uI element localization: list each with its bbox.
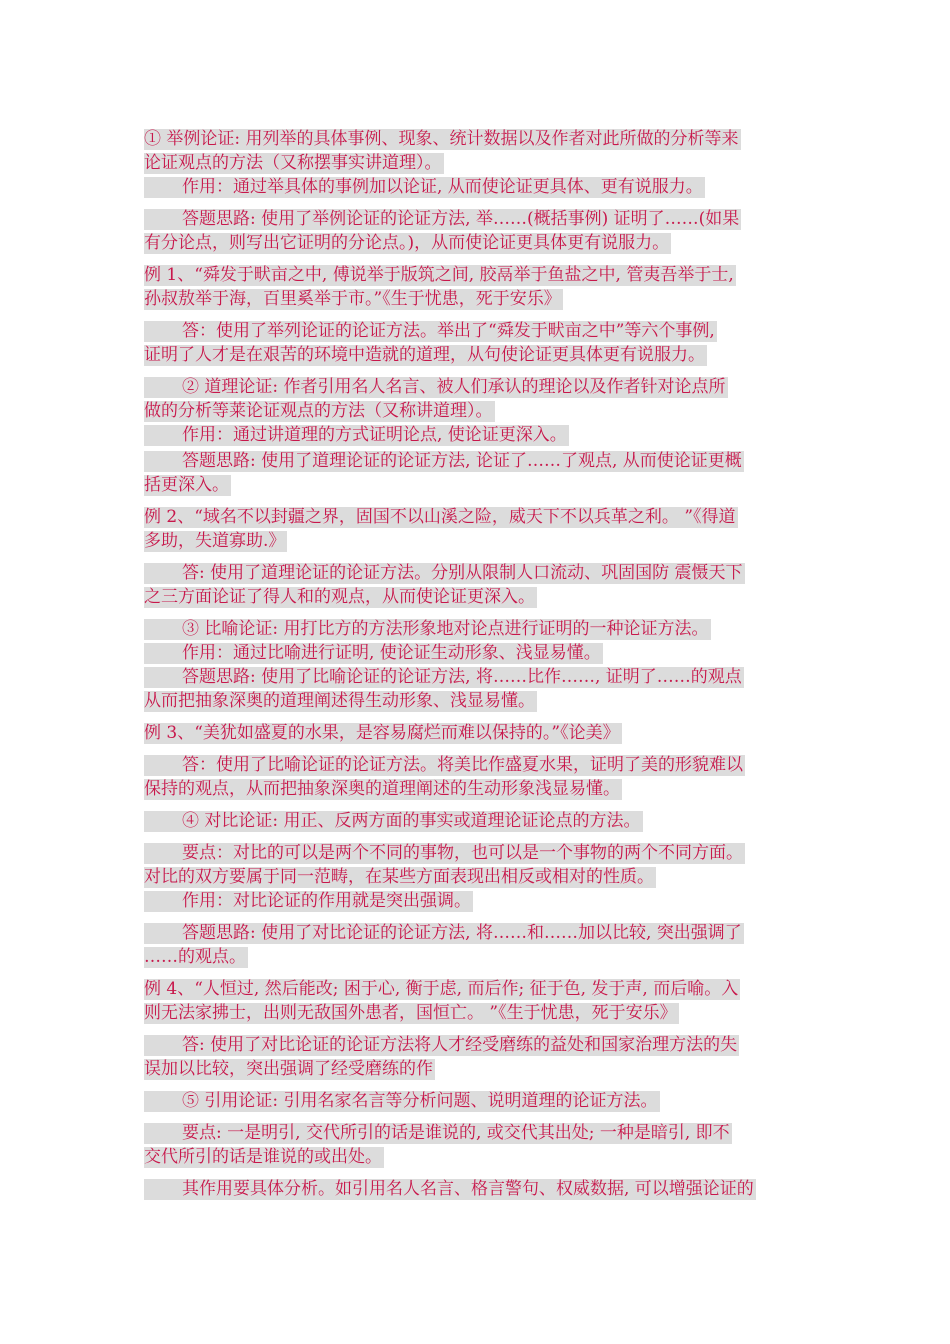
text-line bbox=[144, 1034, 739, 1056]
text-line bbox=[144, 128, 741, 150]
text-line-content: 答：使用了比喻论证的论证方法。将美比作盛夏水果，证明了美的形貌难以 bbox=[144, 755, 745, 776]
text-line-content: 之三方面论证了得人和的观点，从而使论证更深入。 bbox=[144, 587, 535, 607]
text-line bbox=[144, 450, 744, 472]
text-line-content: 答：使用了举列论证的论证方法。举出了“舜发于畎亩之中”等六个事例, bbox=[144, 321, 717, 342]
text-line-content: 要点：对比的可以是两个不同的事物，也可以是一个事物的两个不同方面。 bbox=[144, 843, 745, 864]
text-line-content: 答题思路: 使用了比喻论证的论证方法, 将……比作……, 证明了……的观点 bbox=[144, 667, 744, 688]
text-line bbox=[144, 722, 622, 744]
text-line bbox=[144, 642, 603, 664]
text-line bbox=[144, 320, 717, 342]
text-line bbox=[144, 810, 643, 832]
text-line bbox=[144, 176, 705, 198]
text-line-content: 作用：通过讲道理的方式证明论点, 使论证更深入。 bbox=[144, 425, 569, 446]
text-line-content: 例 3、“美犹如盛夏的水果，是容易腐烂而难以保持的。”《论美》 bbox=[144, 723, 620, 743]
text-line bbox=[144, 586, 537, 608]
text-line-content: 作用：通过比喻进行证明, 使论证生动形象、浅显易懂。 bbox=[144, 643, 603, 664]
text-line bbox=[144, 264, 736, 286]
text-line-content: 多助，失道寡助.》 bbox=[144, 531, 286, 551]
text-line bbox=[144, 208, 741, 230]
text-line bbox=[144, 754, 745, 776]
text-line-content: 要点: 一是明引, 交代所引的话是谁说的, 或交代其出处; 一种是暗引, 即不 bbox=[144, 1123, 732, 1144]
text-line-content: 保持的观点，从而把抽象深奥的道理阐述的生动形象浅显易懂。 bbox=[144, 779, 620, 799]
text-line bbox=[144, 778, 622, 800]
text-line-content: 答题思路: 使用了对比论证的论证方法, 将……和……加以比较, 突出强调了 bbox=[144, 923, 744, 944]
text-line bbox=[144, 1122, 732, 1144]
text-line-content: 例 4、“人恒过, 然后能改; 困于心, 衡于虑, 而后作; 征于色, 发于声, 而后喻。入 bbox=[144, 979, 739, 999]
text-line bbox=[144, 690, 537, 712]
text-line bbox=[144, 530, 287, 552]
text-line-content: ① 举例论证: 用列举的具体事例、现象、统计数据以及作者对此所做的分析等来 bbox=[144, 129, 739, 149]
text-line bbox=[144, 1146, 384, 1168]
text-line-content: 答: 使用了对比论证的论证方法将人才经受磨练的益处和国家治理方法的失 bbox=[144, 1035, 739, 1056]
text-line-content: 例 2、“域名不以封疆之界，固国不以山溪之险，威天下不以兵革之利。 ”《得道 bbox=[144, 507, 736, 527]
text-line-content: ② 道理论证: 作者引用名人名言、被人们承认的理论以及作者针对论点所 bbox=[144, 377, 728, 398]
text-line-content: 交代所引的话是谁说的或出处。 bbox=[144, 1147, 382, 1167]
text-line-content: ⑤ 引用论证: 引用名家名言等分析问题、说明道理的论证方法。 bbox=[144, 1091, 660, 1112]
text-line bbox=[144, 842, 745, 864]
text-line bbox=[144, 890, 473, 912]
text-line-content: 答题思路: 使用了道理论证的论证方法, 论证了……了观点, 从而使论证更概 bbox=[144, 451, 744, 472]
text-line-content: 从而把抽象深奥的道理阐述得生动形象、浅显易懂。 bbox=[144, 691, 535, 711]
text-line bbox=[144, 922, 744, 944]
text-line-content: 例 1、“舜发于畎亩之中, 傅说举于版筑之间, 胶鬲举于鱼盐之中, 管夷吾举于士, bbox=[144, 265, 734, 285]
text-line-content: ③ 比喻论证: 用打比方的方法形象地对论点进行证明的一种论证方法。 bbox=[144, 619, 711, 640]
text-line bbox=[144, 1058, 435, 1080]
text-line-content: 作用：通过举具体的事例加以论证, 从而使论证更具体、更有说服力。 bbox=[144, 177, 705, 198]
text-line-content: ……的观点。 bbox=[144, 947, 246, 967]
text-line-content: 孙叔敖举于海，百里奚举于市。”《生于忧患，死于安乐》 bbox=[144, 289, 561, 309]
text-line-content: 答: 使用了道理论证的论证方法。分别从限制人口流动、巩固国防 震慑天下 bbox=[144, 563, 745, 584]
text-line bbox=[144, 562, 745, 584]
text-line bbox=[144, 474, 231, 496]
text-line-content: 答题思路: 使用了举例论证的论证方法, 举……(概括事例) 证明了……(如果 bbox=[144, 209, 741, 230]
text-line bbox=[144, 232, 671, 254]
text-line-content: 论证观点的方法（又称摆事实讲道理）。 bbox=[144, 153, 442, 173]
text-line bbox=[144, 400, 495, 422]
text-line-content: 误加以比较，突出强调了经受磨练的作 bbox=[144, 1059, 433, 1079]
text-line bbox=[144, 152, 444, 174]
text-line bbox=[144, 506, 738, 528]
text-line-content: 则无法家拂士，出则无敌国外患者，国恒亡。 ”《生于忧患，死于安乐》 bbox=[144, 1003, 677, 1023]
text-line bbox=[144, 288, 563, 310]
text-line-content: 其作用要具体分析。如引用名人名言、格言警句、权威数据, 可以增强论证的 bbox=[144, 1179, 756, 1200]
text-line-content: 有分论点，则写出它证明的分论点。)，从而使论证更具体更有说服力。 bbox=[144, 233, 670, 253]
text-line-content: 证明了人才是在艰苦的环境中造就的道理，从句使论证更具体更有说服力。 bbox=[144, 345, 705, 365]
text-line-content: 对比的双方要属于同一范畴，在某些方面表现出相反或相对的性质。 bbox=[144, 867, 654, 887]
text-line-content: 作用：对比论证的作用就是突出强调。 bbox=[144, 891, 473, 912]
text-line-content: 括更深入。 bbox=[144, 475, 229, 495]
text-line bbox=[144, 618, 711, 640]
text-line bbox=[144, 978, 740, 1000]
text-line bbox=[144, 1090, 660, 1112]
text-line-content: ④ 对比论证: 用正、反两方面的事实或道理论证论点的方法。 bbox=[144, 811, 643, 832]
text-line bbox=[144, 1178, 756, 1200]
text-line bbox=[144, 666, 744, 688]
text-line bbox=[144, 866, 656, 888]
text-line bbox=[144, 946, 248, 968]
text-line bbox=[144, 376, 728, 398]
text-line bbox=[144, 424, 569, 446]
text-line bbox=[144, 344, 707, 366]
text-line bbox=[144, 1002, 679, 1024]
text-line-content: 做的分析等莱论证观点的方法（又称讲道理）。 bbox=[144, 401, 493, 421]
